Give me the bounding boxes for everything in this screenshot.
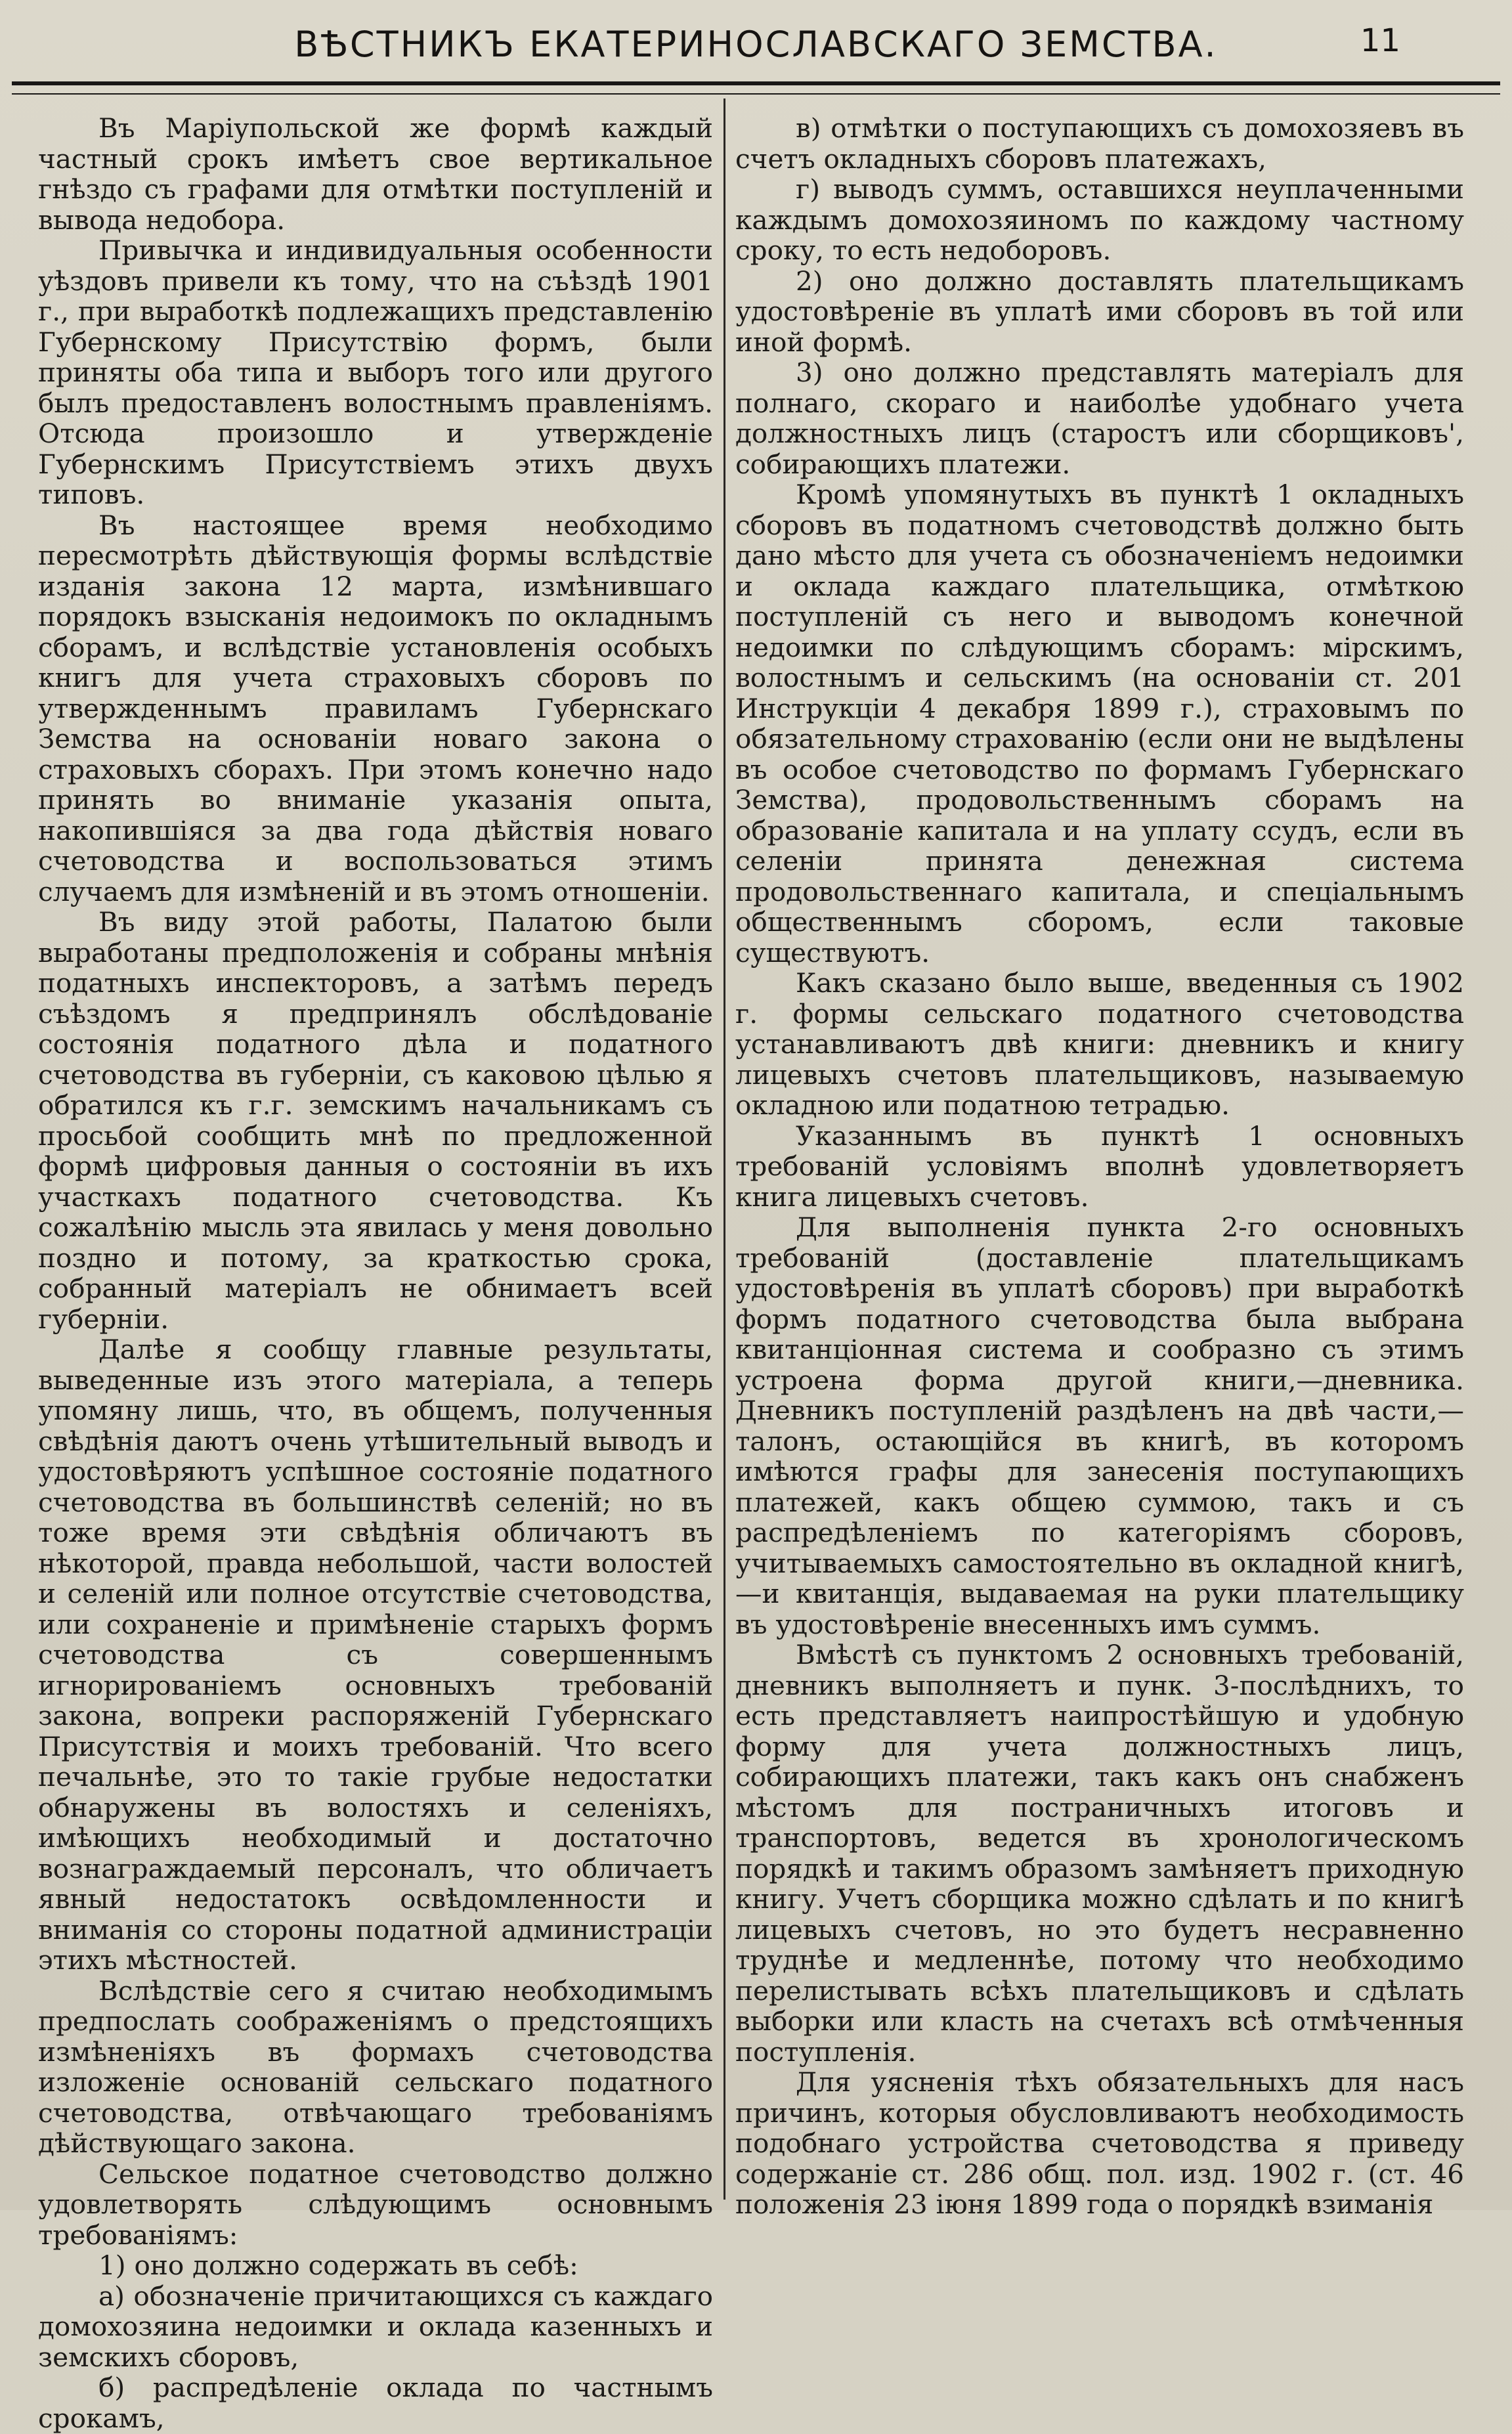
paragraph: Далѣе я сообщу главные результаты, выведенные изъ этого матеріала, а теперь упомяну лишь, что, въ общемъ, полученныя свѣдѣнія даютъ очень утѣшительный выводъ и удостовѣряютъ успѣшное состояніе податного счетоводства въ большинствѣ селеній; но въ тоже время эти свѣдѣнія обличаютъ въ нѣкоторой, правда небольшой, части волостей и селеній или полное отсутствіе счетоводства, или сохраненіе и примѣненіе старыхъ формъ счетоводства съ совершеннымъ игнорированіемъ основныхъ требованій закона, вопреки распоряженій Губернскаго Присутствія и моихъ требованій. Что всего печальнѣе, это то такіе грубые недостатки обнаружены въ волостяхъ и селеніяхъ, имѣющихъ необходимый и достаточно вознаграждаемый персоналъ, что обличаетъ явный недостатокъ освѣдомленности и вниманія со стороны податной администраціи этихъ мѣстностей. — [38, 1334, 713, 1976]
paragraph: Привычка и индивидуальныя особенности уѣздовъ привели къ тому, что на съѣздѣ 1901 г., при выработкѣ подлежащихъ представленію Губернскому Присутствію формъ, были приняты оба типа и выборъ того или другого былъ предоставленъ волостнымъ правленіямъ. Отсюда произошло и утвержденіе Губернскимъ Присутствіемъ этихъ двухъ типовъ. — [38, 234, 713, 510]
paragraph: Какъ сказано было выше, введенныя съ 1902 г. формы сельскаго податного счетоводства устанавливаютъ двѣ книги: дневникъ и книгу лицевыхъ счетовъ плательщиковъ, называемую окладною или податною тетрадью. — [735, 967, 1464, 1121]
list-item: в) отмѣтки о поступающихъ съ домохозяевъ въ счетъ окладныхъ сборовъ платежахъ, — [735, 112, 1464, 175]
paragraph: Въ виду этой работы, Палатою были выработаны предположенія и собраны мнѣнія податныхъ инспекторовъ, а затѣмъ передъ съѣздомъ я предпринялъ обслѣдованіе состоянія податного дѣла и податного счетоводства въ губерніи, съ каковою цѣлью я обратился къ г.г. земскимъ начальникамъ съ просьбой сообщить мнѣ по предложенной формѣ цифровыя данныя о состояніи въ ихъ участкахъ податного счетоводства. Къ сожалѣнію мысль эта явилась у меня довольно поздно и потому, за краткостью срока, собранный матеріалъ не обнимаетъ всей губерніи. — [38, 906, 713, 1335]
paragraph: Въ настоящее время необходимо пересмотрѣть дѣйствующія формы вслѣдствіе изданія закона 12 марта, измѣнившаго порядокъ взысканія недоимокъ по окладнымъ сборамъ, и вслѣдствіе установленія особыхъ книгъ для учета страховыхъ сборовъ по утвержденнымъ правиламъ Губернскаго Земства на основаніи новаго закона о страховыхъ сборахъ. При этомъ конечно надо принять во вниманіе указанія опыта, накопившіяся за два года дѣйствія новаго счетоводства и воспользоваться этимъ случаемъ для измѣненій и въ этомъ отношеніи. — [38, 509, 713, 907]
list-item: а) обозначеніе причитающихся съ каждаго домохозяина недоимки и оклада казенныхъ и земскихъ сборовъ, — [38, 2280, 713, 2373]
column-divider — [724, 98, 725, 2200]
paragraph: Указаннымъ въ пунктѣ 1 основныхъ требованій условіямъ вполнѣ удовлетворяетъ книга лицевыхъ счетовъ. — [735, 1119, 1464, 1213]
left-column — [38, 112, 713, 2434]
list-item: 3) оно должно представлять матеріалъ для полнаго, скораго и наиболѣе удобнаго учета должностныхъ лицъ (старостъ или сборщиковъ', собирающихъ платежи. — [735, 357, 1464, 480]
list-item: 1) оно должно содержать въ себѣ: — [98, 2249, 578, 2281]
paragraph: Для выполненія пункта 2-го основныхъ требованій (доставленіе плательщикамъ удостовѣренія въ уплатѣ сборовъ) при выработкѣ формъ податного счетоводства была выбрана квитанціонная система и сообразно съ этимъ устроена форма другой книги,—дневника. Дневникъ поступленій раздѣленъ на двѣ части,—талонъ, остающійся въ книгѣ, въ которомъ имѣются графы для занесенія поступающихъ платежей, какъ общею суммою, такъ и съ распредѣленіемъ по категоріямъ сборовъ, учитываемыхъ самостоятельно въ окладной книгѣ,—и квитанція, выдаваемая на руки плательщику въ удостовѣреніе внесенныхъ имъ суммъ. — [735, 1211, 1464, 1640]
list-item: б) распредѣленіе оклада по частнымъ срокамъ, — [38, 2372, 713, 2434]
paragraph: Кромѣ упомянутыхъ въ пунктѣ 1 окладныхъ сборовъ въ податномъ счетоводствѣ должно быть дано мѣсто для учета съ обозначеніемъ недоимки и оклада каждаго плательщика, отмѣткою поступленій съ него и выводомъ конечной недоимки по слѣдующимъ сборамъ: мірскимъ, волостнымъ и сельскимъ (на основаніи ст. 201 Инструкціи 4 декабря 1899 г.), страховымъ по обязательному страхованію (если они не выдѣлены въ особое счетоводство по формамъ Губернскаго Земства), продовольственнымъ сборамъ на образованіе капитала и на уплату ссудъ, если въ селеніи принята денежная система продовольственнаго капитала, и спеціальнымъ общественнымъ сборомъ, если таковые существуютъ. — [735, 479, 1464, 968]
paragraph: Сельское податное счетоводство должно удовлетворять слѣдующимъ основнымъ требованіямъ: — [38, 2158, 713, 2251]
journal-title: ВѢСТНИКЪ ЕКАТЕРИНОСЛАВСКАГО ЗЕМСТВА. — [294, 24, 1218, 65]
page-header — [26, 18, 1486, 68]
paragraph: Вмѣстѣ съ пунктомъ 2 основныхъ требованій, дневникъ выполняетъ и пунк. 3-послѣднихъ, то есть представляетъ наипростѣйшую и удобную форму для учета должностныхъ лицъ, собирающихъ платежи, такъ какъ онъ снабженъ мѣстомъ для постраничныхъ итоговъ и транспортовъ, ведется въ хронологическомъ порядкѣ и такимъ образомъ замѣняетъ приходную книгу. Учетъ сборщика можно сдѣлать и по книгѣ лицевыхъ счетовъ, но это будетъ несравненно труднѣе и медленнѣе, потому что необходимо перелистывать всѣхъ плательщиковъ и сдѣлать выборки или класть на счетахъ всѣ отмѣченныя поступленія. — [735, 1639, 1464, 2068]
right-column — [735, 112, 1464, 2220]
list-item: г) выводъ суммъ, оставшихся неуплаченными каждымъ домохозяиномъ по каждому частному сроку, то есть недоборовъ. — [735, 173, 1464, 266]
list-item: 2) оно должно доставлять плательщикамъ удостовѣреніе въ уплатѣ ими сборовъ въ той или иной формѣ. — [735, 265, 1464, 358]
page-number: 11 — [1360, 22, 1400, 59]
paragraph: Въ Маріупольской же формѣ каждый частный срокъ имѣетъ свое вертикальное гнѣздо съ графами для отмѣтки поступленій и вывода недобора. — [38, 112, 713, 236]
paragraph: Вслѣдствіе сего я считаю необходимымъ предпослать соображеніямъ о предстоящихъ измѣненіяхъ въ формахъ счетоводства изложеніе основаній сельскаго податного счетоводства, отвѣчающаго требованіямъ дѣйствующаго закона. — [38, 1974, 713, 2159]
paragraph: Для уясненія тѣхъ обязательныхъ для насъ причинъ, которыя обусловливаютъ необходимость подобнаго устройства счетоводства я приведу содержаніе ст. 286 общ. пол. изд. 1902 г. (ст. 46 положенія 23 іюня 1899 года о порядкѣ взиманія — [735, 2066, 1464, 2220]
header-rule — [12, 81, 1500, 95]
